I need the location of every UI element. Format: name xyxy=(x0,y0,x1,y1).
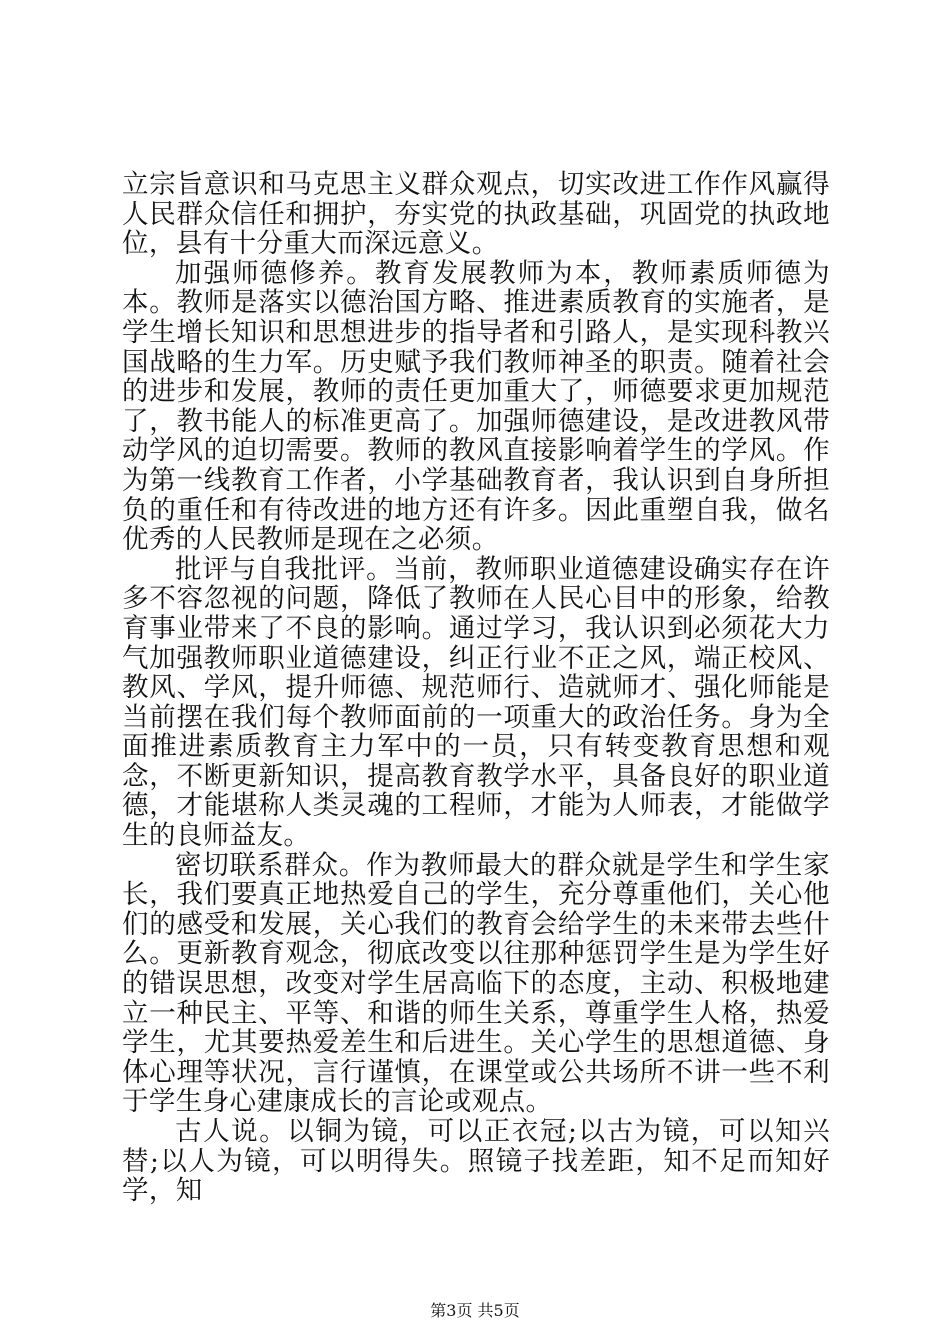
paragraph-3: 批评与自我批评。当前，教师职业道德建设确实存在许多不容忽视的问题，降低了教师在人民心目中的形象，给教育事业带来了不良的影响。通过学习，我认识到必须花大力气加强教师职业道德建设，纠正行业不正之风，端正校风、教风、学风，提升师德、规范师行、造就师才、强化师能是当前摆在我们每个教师面前的一项重大的政治任务。身为全面推进素质教育主力军中的一员，只有转变教育思想和观念，不断更新知识，提高教育教学水平，具备良好的职业道德，才能堪称人类灵魂的工程师，才能为人师表，才能做学生的良师益友。 xyxy=(122,553,830,852)
paragraph-4: 密切联系群众。作为教师最大的群众就是学生和学生家长，我们要真正地热爱自己的学生，充分尊重他们，关心他们的感受和发展，关心我们的教育会给学生的未来带去些什么。更新教育观念，彻底改变以往那种惩罚学生是为学生好的错误思想，改变对学生居高临下的态度，主动、积极地建立一种民主、平等、和谐的师生关系，尊重学生人格，热爱学生，尤其要热爱差生和后进生。关心学生的思想道德、身体心理等状况，言行谨慎，在课堂或公共场所不讲一些不利于学生身心建康成长的言论或观点。 xyxy=(122,849,830,1118)
paragraph-5: 古人说。以铜为镜，可以正衣冠;以古为镜，可以知兴替;以人为镜，可以明得失。照镜子找差距，知不足而知好学，知 xyxy=(122,1116,830,1207)
paragraph-2: 加强师德修养。教育发展教师为本，教师素质师德为本。教师是落实以德治国方略、推进素质教育的实施者，是学生增长知识和思想进步的指导者和引路人，是实现科教兴国战略的生力军。历史赋予我们教师神圣的职责。随着社会的进步和发展，教师的责任更加重大了，师德要求更加规范了，教书能人的标准更高了。加强师德建设，是改进教风带动学风的迫切需要。教师的教风直接影响着学生的学风。作为第一线教育工作者，小学基础教育者，我认识到自身所担负的重任和有待改进的地方还有许多。因此重塑自我，做名优秀的人民教师是现在之必须。 xyxy=(122,257,830,556)
body-text xyxy=(122,170,830,1206)
paragraph-1: 立宗旨意识和马克思主义群众观点，切实改进工作作风赢得人民群众信任和拥护，夯实党的执政基础，巩固党的执政地位，县有十分重大而深远意义。 xyxy=(122,169,830,260)
page-footer: 第3页 共5页 xyxy=(430,1301,520,1320)
